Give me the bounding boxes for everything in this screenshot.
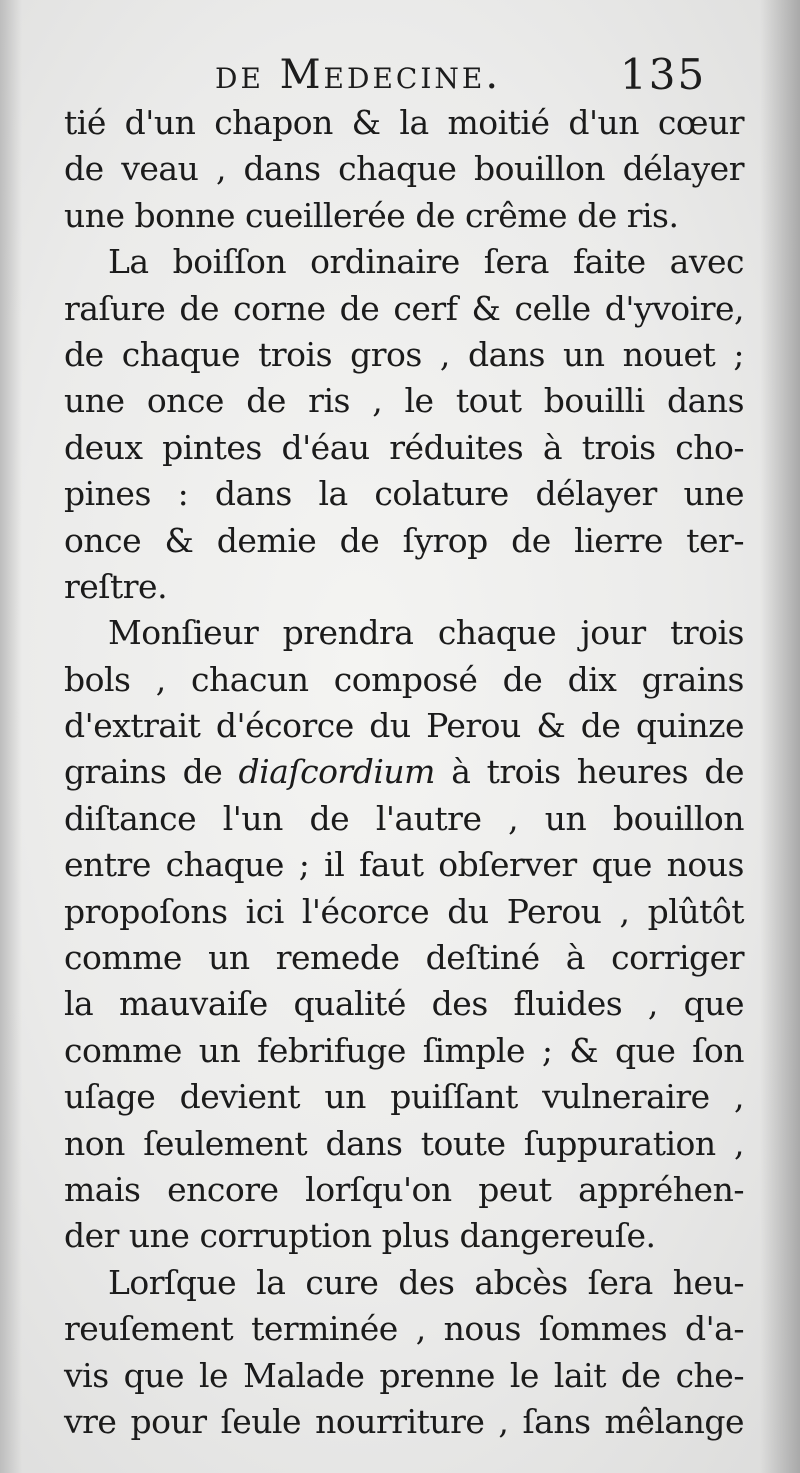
text-line: tié d'un chapon & la moitié d'un cœur <box>64 103 744 142</box>
text-line: d'extrait d'écorce du Perou & de quinze <box>64 706 744 746</box>
text-line: mais encore lorſqu'on peut appréhen- <box>64 1169 744 1209</box>
text-line: non ſeulement dans toute ſuppuration , <box>64 1123 744 1163</box>
text-line: de chaque trois gros , dans un nouet ; <box>64 334 744 374</box>
italic-term: diaſcordium <box>238 752 435 792</box>
running-head: de Medecine. <box>215 52 502 98</box>
text-line: comme un remede deſtiné à corriger <box>64 938 744 978</box>
text-line: der une corruption plus dangereuſe. <box>64 1216 656 1256</box>
text-segment: grains de <box>64 752 239 792</box>
text-line: Monſieur prendra chaque jour trois <box>108 613 744 653</box>
text-line: uſage devient un puiſſant vulneraire , <box>64 1077 744 1117</box>
text-line: comme un febrifuge ſimple ; & que ſon <box>64 1030 744 1070</box>
text-segment: à trois heures de <box>434 752 744 792</box>
text-line: une bonne cueillerée de crême de ris. <box>64 195 679 235</box>
text-line: diſtance l'un de l'autre , un bouillon <box>64 798 744 838</box>
text-line: once & demie de ſyrop de lierre ter- <box>64 520 744 560</box>
page-number: 135 <box>620 50 707 99</box>
text-line: pines : dans la colature délayer une <box>64 474 744 514</box>
text-line: vre pour ſeule nourriture , ſans mêlange <box>64 1401 744 1441</box>
text-line: propoſons ici l'écorce du Perou , plûtôt <box>64 891 744 931</box>
text-line: reſtre. <box>64 566 168 606</box>
text-line: de veau , dans chaque bouillon délayer <box>64 149 744 189</box>
text-line: la mauvaiſe qualité des fluides , que <box>64 984 744 1024</box>
text-line: raſure de corne de cerf & celle d'yvoire, <box>64 288 744 328</box>
body-text <box>64 100 744 1445</box>
text-line: deux pintes d'éau réduites à trois cho- <box>64 427 744 467</box>
text-line: une once de ris , le tout bouilli dans <box>64 381 744 421</box>
text-line: reuſement terminée , nous ſommes d'a- <box>64 1309 744 1349</box>
text-line: bols , chacun composé de dix grains <box>64 659 744 699</box>
page-header <box>0 48 800 100</box>
text-line: vis que le Malade prenne le lait de che- <box>64 1355 744 1395</box>
text-line: Lorſque la cure des abcès ſera heu- <box>108 1262 744 1302</box>
text-line: La boiſſon ordinaire ſera faite avec <box>108 242 744 282</box>
text-line: entre chaque ; il faut obſerver que nous <box>64 845 744 885</box>
text-line-with-italic <box>64 749 744 795</box>
